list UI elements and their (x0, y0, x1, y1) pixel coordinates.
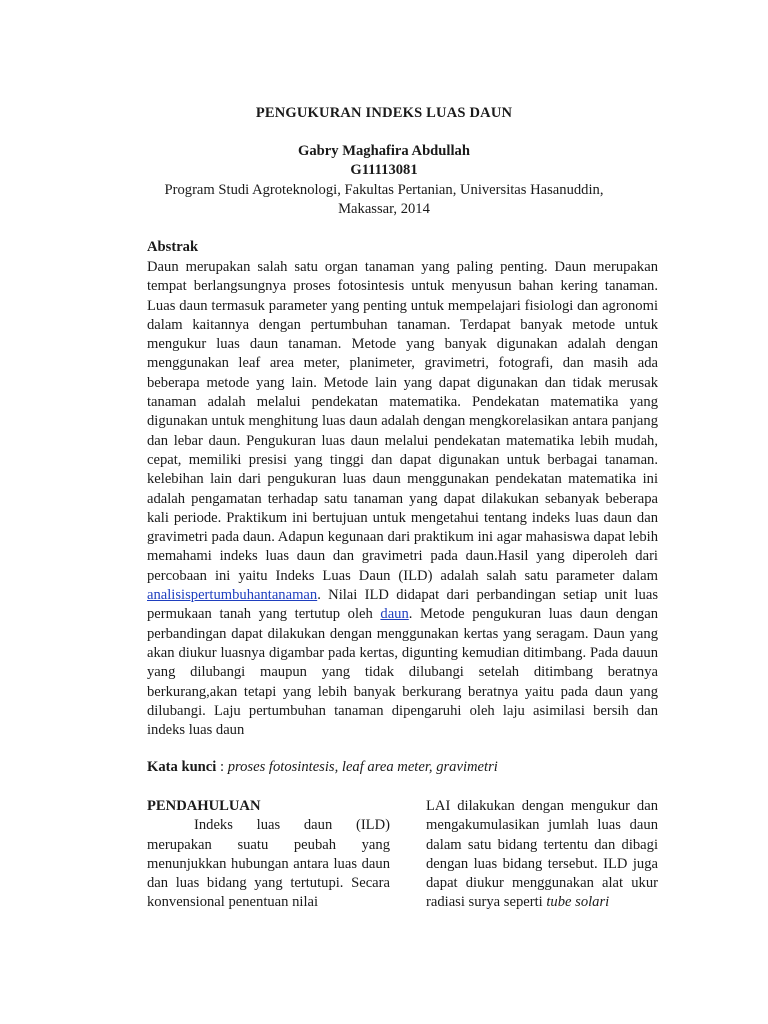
abstract-heading: Abstrak (147, 239, 199, 255)
link-analisis-pertumbuhan[interactable]: analisispertumbuhantanaman (147, 587, 318, 604)
affiliation: Program Studi Agroteknologi, Fakultas Pertanian, Universitas Hasanuddin, Makassar, 2014 (164, 182, 604, 218)
intro-left-column (147, 797, 390, 913)
keywords-separator: : (216, 759, 228, 775)
intro-right-column (426, 797, 658, 913)
paper-title: PENGUKURAN INDEKS LUAS DAUN (255, 105, 513, 121)
student-id: G11113081 (350, 162, 418, 178)
abstract-text-part3: . Metode pengukuran luas daun dengan perbandingan dapat dilakukan dengan menggunakan kertas yang seragam. Daun yang akan diukur luasnya digambar pada kertas, digunting kemudian ditimbang. Pada dauun yang dilubangi maupun yang tidak dilubangi setelah ditimbang beratnya berkurang,akan tetapi yang lebih banyak berkurang beratnya yaitu pada daun yang dilubangi. Laju pertumbuhan tanaman dipengaruhi oleh laju asimilasi bersih dan indeks luas daun (147, 606, 658, 739)
intro-right-paragraph (426, 797, 658, 913)
intro-right-text: LAI dilakukan dengan mengukur dan mengakumulasikan jumlah luas daun dalam satu bidang tertentu dan dibagi dengan luas bidang tersebut. ILD juga dapat diukur menggunakan alat ukur radiasi surya seperti (426, 798, 658, 911)
keywords-line (147, 758, 667, 777)
abstract-text-part2: . Nilai ILD didapat dari perbandingan setiap unit luas permukaan tanah yang tertutup oleh (147, 587, 658, 623)
abstract-body (147, 258, 658, 740)
author-name: Gabry Maghafira Abdullah (298, 143, 470, 159)
intro-right-italic: tube solari (546, 894, 610, 911)
intro-heading: PENDAHULUAN (147, 798, 261, 814)
link-daun[interactable]: daun (380, 606, 409, 623)
keywords-label: Kata kunci (147, 759, 217, 775)
intro-left-paragraph: Indeks luas daun (ILD) merupakan suatu peubah yang menunjukkan hubungan antara luas daun dan luas bidang yang tertutupi. Secara konvensional penentuan nilai (147, 817, 390, 911)
keywords-value: proses fotosintesis, leaf area meter, gravimetri (227, 759, 498, 775)
abstract-text-part1: Daun merupakan salah satu organ tanaman yang paling penting. Daun merupakan tempat berlangsungnya proses fotosintesis untuk menyusun bahan kering tanaman. Luas daun termasuk parameter yang penting untuk mempelajari fisiologi dan agronomi dalam kaitannya dengan pertumbuhan tanaman. Terdapat banyak metode untuk mengukur luas daun tanaman. Metode yang banyak digunakan adalah dengan menggunakan leaf area meter, planimeter, gravimetri, fotografi, dan masih ada beberapa metode yang lain. Metode lain yang dapat digunakan dan tidak merusak tanaman adalah melalui pendekatan matematika. Pendekatan matematika yang digunakan untuk menghitung luas daun adalah dengan mengkorelasikan antara panjang dan lebar daun. Pengukuran luas daun melalui pendekatan matematika lebih mudah, cepat, memiliki presisi yang tinggi dan dapat digunakan untuk berbagai tanaman. kelebihan lain dari pengukuran luas daun menggunakan pendekatan matematika ini adalah pengamatan terhadap satu tanaman yang dapat dilakukan sebanyak beberapa kali periode. Praktikum ini bertujuan untuk mengetahui tentang indeks luas daun dan gravimetri pada daun. Adapun kegunaan dari praktikum ini agar mahasiswa dapat lebih memahami indeks luas daun dan gravimetri pada daun.Hasil yang diperoleh dari percobaan ini yaitu Indeks Luas Daun (ILD) adalah salah satu parameter dalam (147, 259, 658, 584)
